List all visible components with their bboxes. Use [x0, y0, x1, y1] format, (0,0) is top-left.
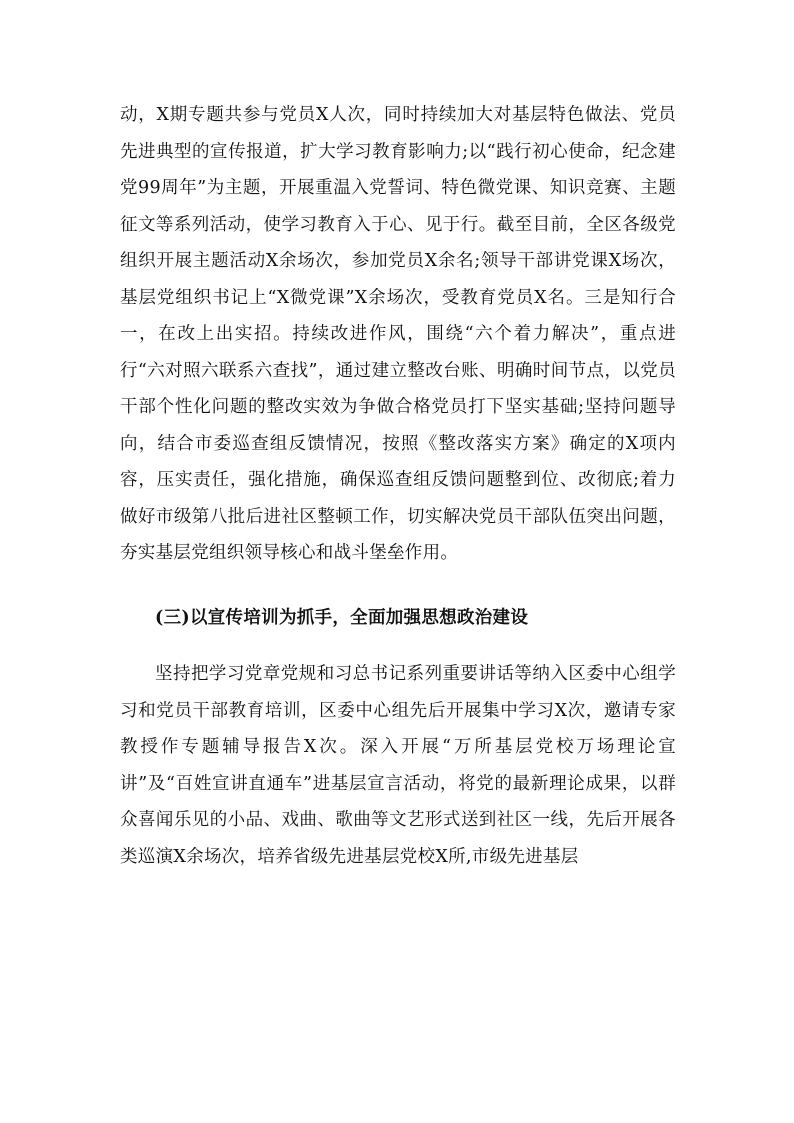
document-body — [120, 97, 676, 875]
section-heading: (三)以宣传培训为抓手，全面加强思想政治建设 — [155, 607, 529, 628]
body-paragraph-continued: 动，X期专题共参与党员X人次，同时持续加大对基层特色做法、党员先进典型的宣传报道，扩大学习教育影响力;以“践行初心使命，纪念建党99周年”为主题，开展重温入党誓词、特色微党课、知识竞赛、主题征文等系列活动，使学习教育入于心、见于行。截至目前，全区各级党组织开展主题活动X余场次，参加党员X余名;领导干部讲党课X场次，基层党组织书记上“X微党课”X余场次，受教育党员X名。三是知行合一，在改上出实招。持续改进作风，围绕“六个着力解决”，重点进行“六对照六联系六查找”，通过建立整改台账、明确时间节点，以党员干部个性化问题的整改实效为争做合格党员打下坚实基础;坚持问题导向，结合市委巡查组反馈情况，按照《整改落实方案》确定的X项内容，压实责任，强化措施，确保巡查组反馈问题整到位、改彻底;着力做好市级第八批后进社区整顿工作，切实解决党员干部队伍突出问题，夯实基层党组织领导核心和战斗堡垒作用。 — [120, 105, 676, 563]
body-paragraph: 坚持把学习党章党规和习总书记系列重要讲话等纳入区委中心组学习和党员干部教育培训，区委中心组先后开展集中学习X次，邀请专家教授作专题辅导报告X次。深入开展“万所基层党校万场理论宣讲”及“百姓宣讲直通车”进基层宣言活动，将党的最新理论成果，以群众喜闻乐见的小品、戏曲、歌曲等文艺形式送到社区一线，先后开展各类巡演X余场次，培养省级先进基层党校X所,市级先进基层 — [120, 664, 676, 867]
